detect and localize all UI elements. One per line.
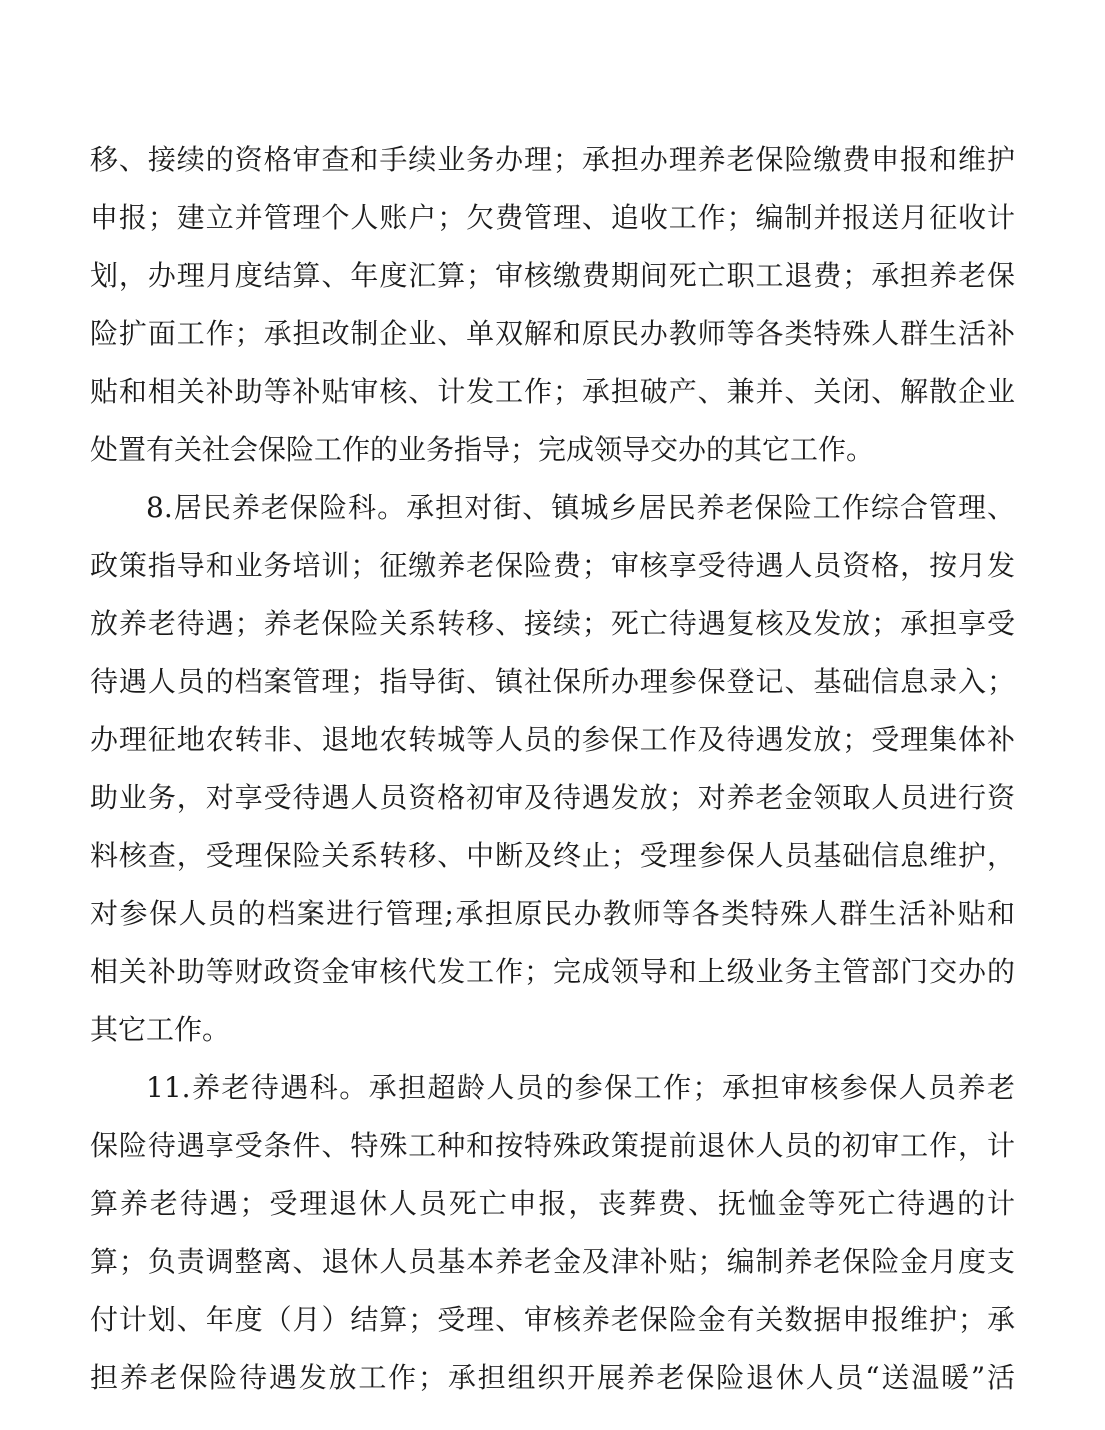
text-line: 处置有关社会保险工作的业务指导；完成领导交办的其它工作。 xyxy=(90,433,875,466)
paragraph-11 xyxy=(90,1059,1015,1407)
text-line: 算；负责调整离、退休人员基本养老金及津补贴；编制养老保险金月度支 xyxy=(90,1245,1015,1278)
text-line: 政策指导和业务培训；征缴养老保险费；审核享受待遇人员资格，按月发 xyxy=(90,549,1015,582)
text-line: 办理征地农转非、退地农转城等人员的参保工作及待遇发放；受理集体补 xyxy=(90,723,1015,756)
document-body xyxy=(90,131,1015,1407)
text-line: 对参保人员的档案进行管理;承担原民办教师等各类特殊人群生活补贴和 xyxy=(90,897,1015,930)
paragraph-8 xyxy=(90,479,1015,1059)
text-line: 保险待遇享受条件、特殊工种和按特殊政策提前退休人员的初审工作，计 xyxy=(90,1129,1015,1162)
text-line: 移、接续的资格审查和手续业务办理；承担办理养老保险缴费申报和维护 xyxy=(90,143,1015,176)
text-line: 险扩面工作；承担改制企业、单双解和原民办教师等各类特殊人群生活补 xyxy=(90,317,1015,350)
text-line: 待遇人员的档案管理；指导街、镇社保所办理参保登记、基础信息录入； xyxy=(90,665,1015,698)
text-line: 贴和相关补助等补贴审核、计发工作；承担破产、兼并、关闭、解散企业 xyxy=(90,375,1015,408)
text-line: 11.养老待遇科。承担超龄人员的参保工作；承担审核参保人员养老 xyxy=(146,1071,1015,1104)
text-line: 算养老待遇；受理退休人员死亡申报，丧葬费、抚恤金等死亡待遇的计 xyxy=(90,1187,1015,1220)
text-line: 付计划、年度（月）结算；受理、审核养老保险金有关数据申报维护；承 xyxy=(90,1303,1015,1336)
paragraph-7-continued xyxy=(90,131,1015,479)
text-line: 助业务，对享受待遇人员资格初审及待遇发放；对养老金领取人员进行资 xyxy=(90,781,1015,814)
text-line: 担养老保险待遇发放工作；承担组织开展养老保险退休人员“送温暖”活 xyxy=(90,1361,1015,1394)
text-line: 料核查，受理保险关系转移、中断及终止；受理参保人员基础信息维护， xyxy=(90,839,1015,872)
text-line: 划，办理月度结算、年度汇算；审核缴费期间死亡职工退费；承担养老保 xyxy=(90,259,1015,292)
text-line: 相关补助等财政资金审核代发工作；完成领导和上级业务主管部门交办的 xyxy=(90,955,1015,988)
text-line: 8.居民养老保险科。承担对街、镇城乡居民养老保险工作综合管理、 xyxy=(146,491,1015,524)
text-line: 申报；建立并管理个人账户；欠费管理、追收工作；编制并报送月征收计 xyxy=(90,201,1015,234)
text-line: 放养老待遇；养老保险关系转移、接续；死亡待遇复核及发放；承担享受 xyxy=(90,607,1015,640)
text-line: 其它工作。 xyxy=(90,1013,231,1046)
